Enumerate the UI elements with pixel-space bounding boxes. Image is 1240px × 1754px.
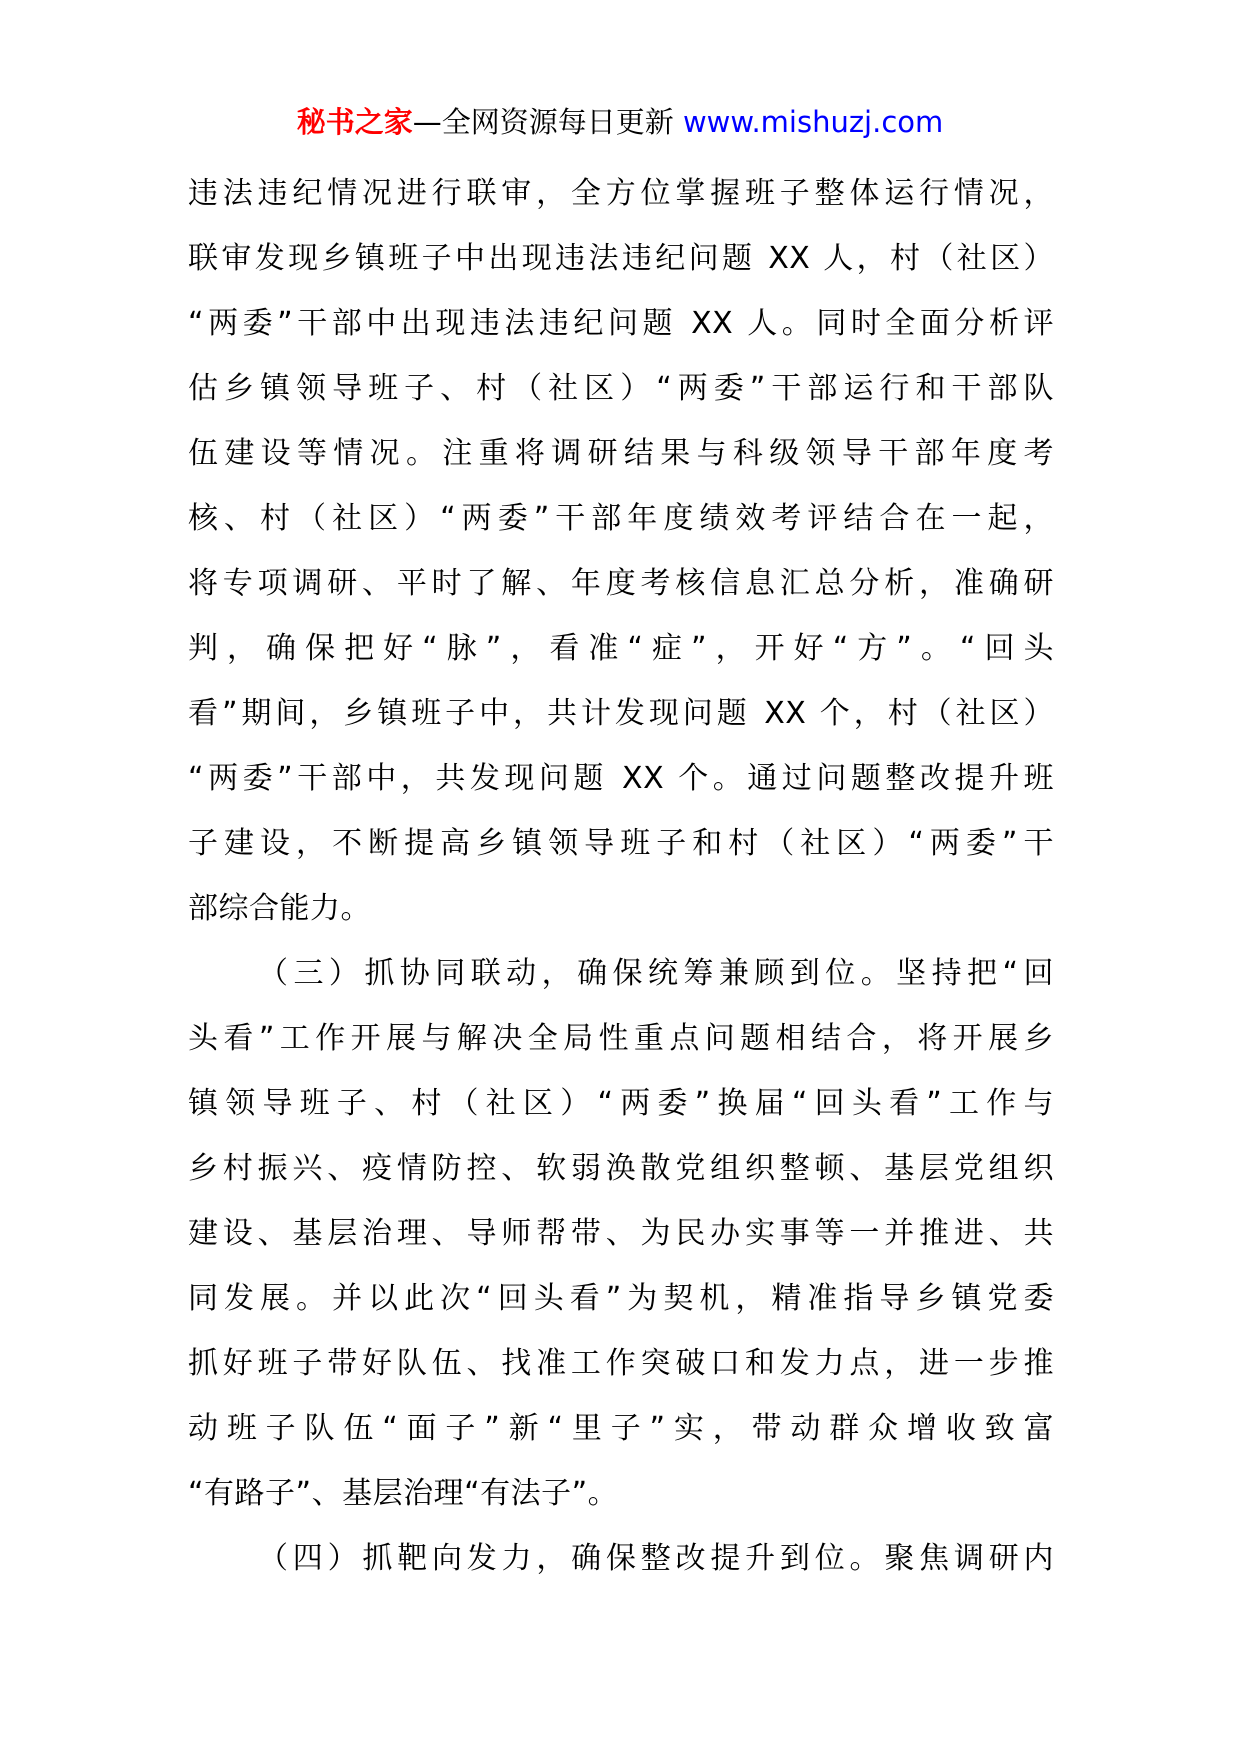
text-line: 部综合能力。 [188,891,371,926]
text-line: （四）抓靶向发力，确保整改提升到位。聚焦调研内 [258,1541,1054,1576]
text-line: 估乡镇领导班子、村（社区）“两委”干部运行和干部队 [188,371,1054,406]
text-line: 子建设，不断提高乡镇领导班子和村（社区）“两委”干 [188,826,1054,861]
text-line: （三）抓协同联动，确保统筹兼顾到位。坚持把“回 [258,956,1054,991]
text-line: 联审发现乡镇班子中出现违法违纪问题 XX 人，村（社区） [188,241,1054,276]
text-line: 建设、基层治理、导师帮带、为民办实事等一并推进、共 [188,1216,1054,1251]
text-line: “两委”干部中，共发现问题 XX 个。通过问题整改提升班 [188,761,1054,796]
document-body [188,161,1054,1591]
text-line: 违法违纪情况进行联审，全方位掌握班子整体运行情况， [188,176,1054,211]
text-line: 同发展。并以此次“回头看”为契机，精准指导乡镇党委 [188,1281,1054,1316]
site-header [0,100,1240,144]
text-line: 乡村振兴、疫情防控、软弱涣散党组织整顿、基层党组织 [188,1151,1054,1186]
text-line: 将专项调研、平时了解、年度考核信息汇总分析，准确研 [188,566,1054,601]
site-url[interactable]: www.mishuzj.com [682,105,944,139]
text-line: 核、村（社区）“两委”干部年度绩效考评结合在一起， [188,501,1054,536]
text-line: 抓好班子带好队伍、找准工作突破口和发力点，进一步推 [188,1346,1054,1381]
text-line: 镇领导班子、村（社区）“两委”换届“回头看”工作与 [188,1086,1054,1121]
site-brand: 秘书之家 [296,105,413,139]
text-line: 看”期间，乡镇班子中，共计发现问题 XX 个，村（社区） [188,696,1054,731]
text-line: “两委”干部中出现违法违纪问题 XX 人。同时全面分析评 [188,306,1054,341]
text-line: 判，确保把好“脉”，看准“症”，开好“方”。“回头 [188,631,1054,666]
text-line: 动班子队伍“面子”新“里子”实，带动群众增收致富 [188,1411,1054,1446]
site-tagline: —全网资源每日更新 [412,105,674,139]
text-line: “有路子”、基层治理“有法子”。 [188,1476,619,1511]
text-line: 头看”工作开展与解决全局性重点问题相结合，将开展乡 [188,1021,1054,1056]
text-line: 伍建设等情况。注重将调研结果与科级领导干部年度考 [188,436,1054,471]
